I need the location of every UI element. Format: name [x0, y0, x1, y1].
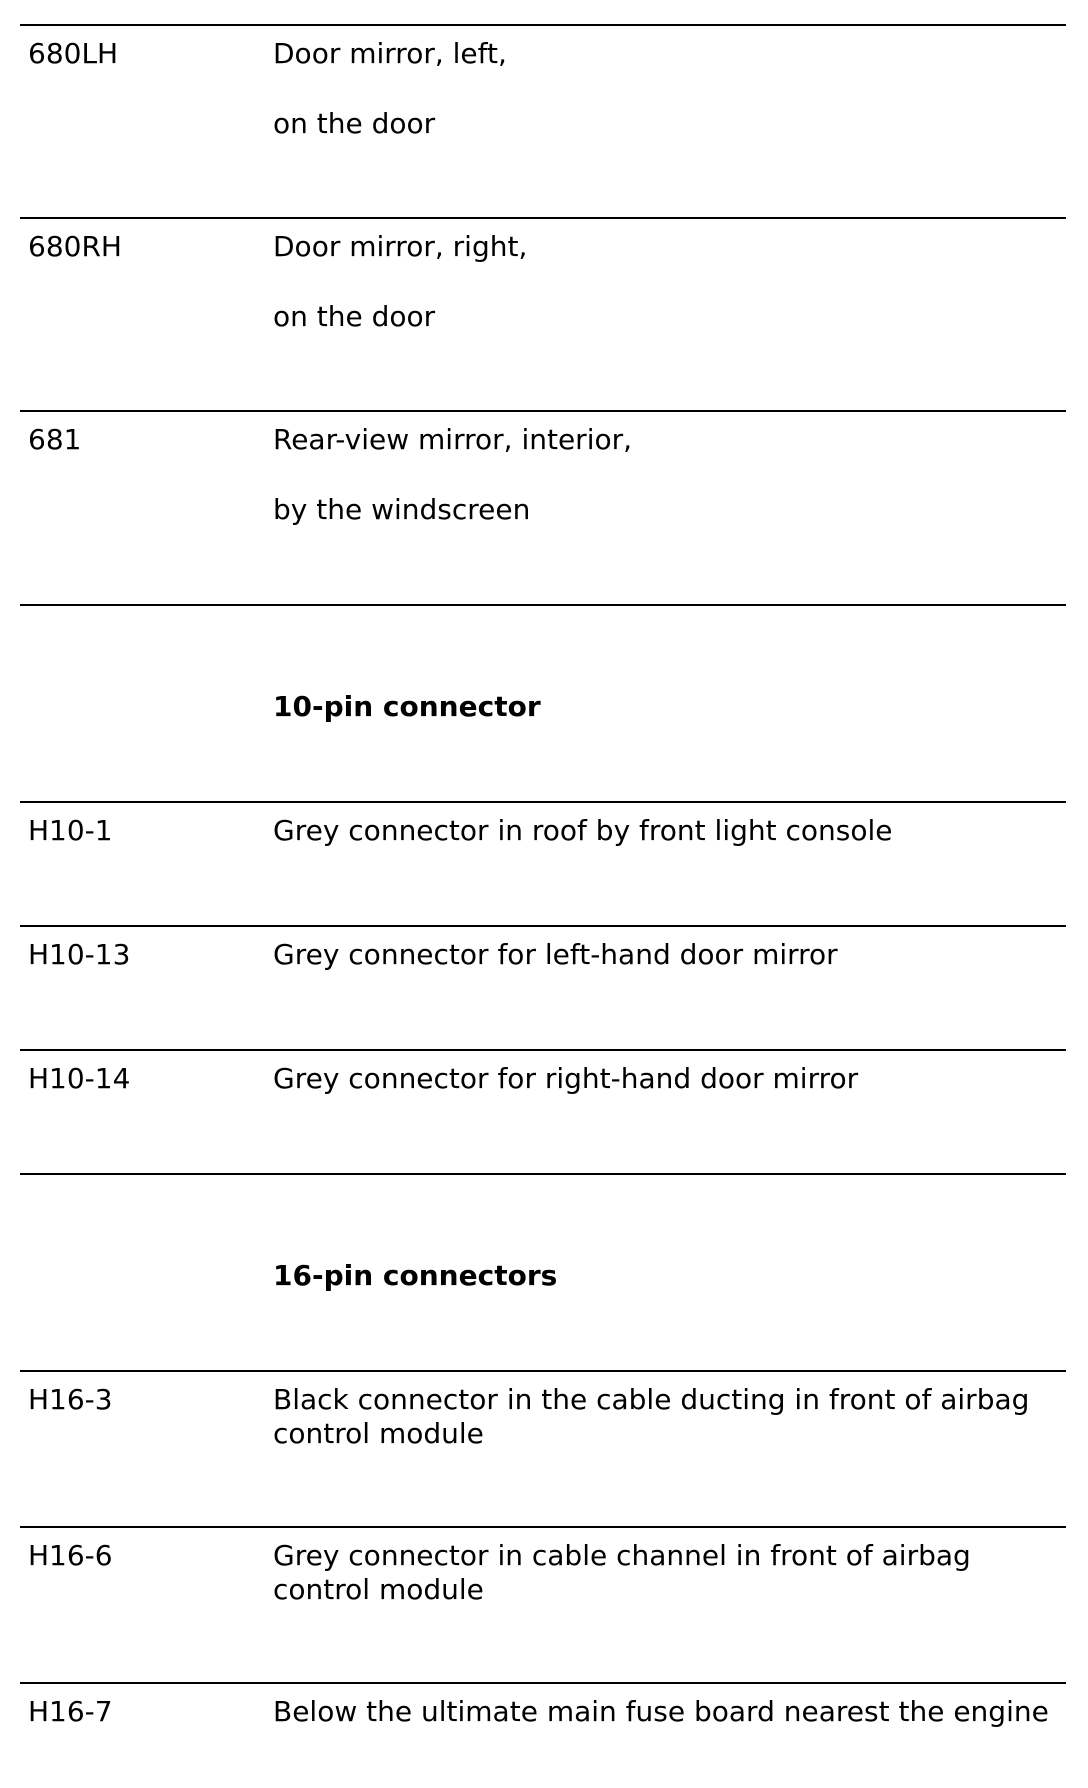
- row-code: H10-14: [28, 1062, 131, 1095]
- section-heading-row: [20, 604, 1066, 803]
- row-code: H16-3: [28, 1383, 113, 1416]
- row-code: H10-1: [28, 814, 113, 847]
- row-description-line1: Door mirror, right,: [273, 230, 528, 263]
- row-code: 680LH: [28, 37, 119, 70]
- table-row: [20, 925, 1066, 1051]
- table-row: [20, 217, 1066, 412]
- row-description-line2: on the door: [273, 107, 436, 140]
- row-code: H10-13: [28, 938, 131, 971]
- table-row: [20, 1526, 1066, 1684]
- row-description-line2: on the door: [273, 300, 436, 333]
- row-description: Below the ultimate main fuse board nearest the engine: [273, 1695, 1049, 1728]
- row-description-line2: by the windscreen: [273, 493, 531, 526]
- row-description: Grey connector for right-hand door mirror: [273, 1062, 859, 1095]
- row-description: [273, 230, 1073, 334]
- row-description: Grey connector in cable channel in front of airbag control module: [273, 1539, 971, 1606]
- row-code: H16-6: [28, 1539, 113, 1572]
- section-heading-row: [20, 1173, 1066, 1372]
- row-description-line1: Door mirror, left,: [273, 37, 507, 70]
- table-row: [20, 1049, 1066, 1175]
- row-code: H16-7: [28, 1695, 113, 1728]
- section-heading: 10-pin connector: [273, 690, 541, 723]
- row-description: [273, 37, 1073, 141]
- row-code: 680RH: [28, 230, 122, 263]
- row-description: Grey connector for left-hand door mirror: [273, 938, 838, 971]
- section-heading: 16-pin connectors: [273, 1259, 558, 1292]
- table-row: [20, 801, 1066, 927]
- row-description: [273, 423, 1073, 527]
- table-row: [20, 410, 1066, 606]
- row-description-line1: Rear-view mirror, interior,: [273, 423, 633, 456]
- table-row: [20, 1682, 1066, 1784]
- table-row: [20, 24, 1066, 219]
- row-description: Black connector in the cable ducting in front of airbag control module: [273, 1383, 1030, 1450]
- table-row: [20, 1370, 1066, 1528]
- row-code: 681: [28, 423, 82, 456]
- row-description: Grey connector in roof by front light console: [273, 814, 893, 847]
